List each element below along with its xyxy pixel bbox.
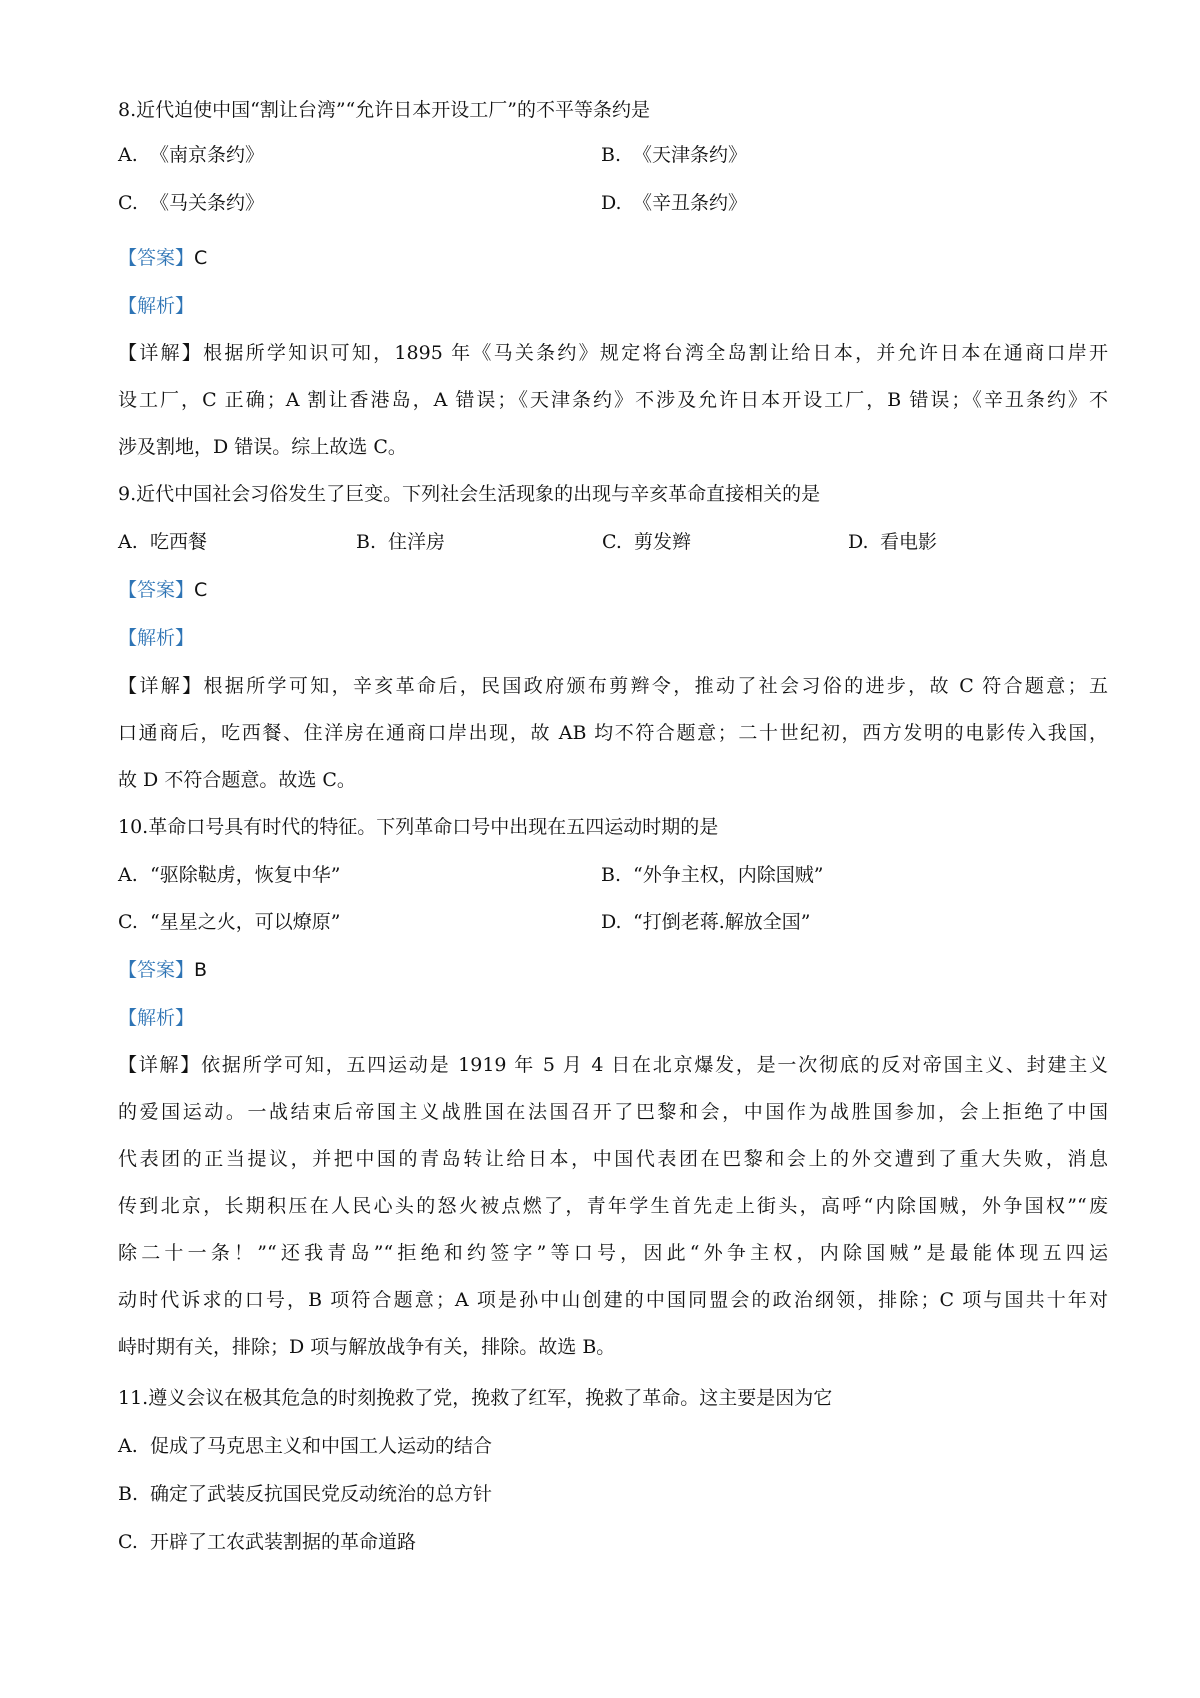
question-9-option-a[interactable] [118,529,207,555]
question-8-detail [118,330,1108,471]
option-letter: C. [602,531,622,553]
question-8-stem: 8.近代迫使中国“割让台湾”“允许日本开设工厂”的不平等条约是 [118,99,650,121]
option-text: 《辛丑条约》 [633,192,748,214]
question-8-answer [118,245,1108,271]
question-10-option-b[interactable] [601,862,823,888]
question-10-stem: 10.革命口号具有时代的特征。下列革命口号中出现在五四运动时期的是 [118,816,719,838]
option-letter: D. [601,911,622,933]
answer-value: C [194,579,208,601]
question-8-option-a[interactable] [118,142,264,168]
option-text: 吃西餐 [150,531,208,553]
option-letter: D. [601,192,622,214]
option-text: 《南京条约》 [150,144,265,166]
question-10-option-a[interactable] [118,862,340,888]
option-letter: B. [118,1483,139,1505]
question-9-option-b[interactable] [356,529,445,555]
option-letter: A. [118,1435,138,1457]
question-11-stem: 11.遵义会议在极其危急的时刻挽救了党，挽救了红军，挽救了革命。这主要是因为它 [118,1387,833,1409]
option-letter: C. [118,1531,138,1553]
question-11-option-c[interactable] [118,1529,416,1555]
option-text: “打倒老蒋.解放全国” [633,911,811,933]
question-11-option-a[interactable] [118,1433,492,1459]
question-9-option-d[interactable] [848,529,937,555]
option-letter: A. [118,864,138,886]
question-9-option-c[interactable] [602,529,691,555]
answer-label: 【答案】 [118,959,195,981]
detail-line: 代表团的正当提议，并把中国的青岛转让给日本，中国代表团在巴黎和会上的外交遭到了重大失败，消息 [118,1148,1108,1170]
option-text: 剪发辫 [634,531,692,553]
answer-value: C [194,247,208,269]
analysis-label: 【解析】 [118,627,195,649]
detail-line: 的爱国运动。一战结束后帝国主义战胜国在法国召开了巴黎和会，中国作为战胜国参加，会上拒绝了中国 [118,1101,1108,1123]
option-letter: B. [601,864,622,886]
answer-label: 【答案】 [118,579,195,601]
option-text: 《马关条约》 [150,192,265,214]
option-text: “外争主权，内除国贼” [633,864,824,886]
option-letter: C. [118,911,138,933]
detail-line: 【详解】依据所学可知，五四运动是 1919 年 5 月 4 日在北京爆发，是一次彻底的反对帝国主义、封建主义 [118,1054,1108,1076]
analysis-label: 【解析】 [118,1007,195,1029]
detail-label: 【详解】 [118,675,204,697]
detail-line: 除二十一条！”“还我青岛”“拒绝和约签字”等口号，因此“外争主权，内除国贼”是最能体现五四运 [118,1242,1108,1264]
question-10-analysis-heading [118,1005,1108,1031]
analysis-label: 【解析】 [118,295,195,317]
option-text: 确定了武装反抗国民党反动统治的总方针 [150,1483,493,1505]
question-10-option-c[interactable] [118,909,340,935]
detail-line: 【详解】根据所学知识可知，1895 年《马关条约》规定将台湾全岛割让给日本，并允许日本在通商口岸开 [118,342,1108,364]
detail-label: 【详解】 [118,342,204,364]
question-10-detail [118,1042,1108,1371]
detail-line: 故 D 不符合题意。故选 C。 [118,769,356,791]
question-9-stem: 9.近代中国社会习俗发生了巨变。下列社会生活现象的出现与辛亥革命直接相关的是 [118,483,821,505]
detail-line: 口通商后，吃西餐、住洋房在通商口岸出现，故 AB 均不符合题意；二十世纪初，西方发明的电影传入我国， [118,722,1108,744]
option-letter: D. [848,531,869,553]
detail-label: 【详解】 [118,1054,202,1076]
option-letter: B. [356,531,377,553]
option-text: 《天津条约》 [633,144,748,166]
question-9-answer [118,577,1108,603]
answer-value: B [194,959,208,981]
option-letter: C. [118,192,138,214]
option-letter: A. [118,144,138,166]
detail-line: 涉及割地，D 错误。综上故选 C。 [118,436,407,458]
detail-line: 传到北京，长期积压在人民心头的怒火被点燃了，青年学生首先走上街头，高呼“内除国贼，外争国权”“废 [118,1195,1108,1217]
question-11-option-b[interactable] [118,1481,492,1507]
option-letter: A. [118,531,138,553]
question-8-option-b[interactable] [601,142,747,168]
option-text: 开辟了工农武装割据的革命道路 [150,1531,417,1553]
detail-line: 峙时期有关，排除；D 项与解放战争有关，排除。故选 B。 [118,1336,616,1358]
question-9-detail [118,663,1108,804]
option-text: “星星之火，可以燎原” [150,911,341,933]
detail-line: 动时代诉求的口号，B 项符合题意；A 项是孙中山创建的中国同盟会的政治纲领，排除；C 项与国共十年对 [118,1289,1108,1311]
detail-line: 设工厂，C 正确；A 割让香港岛，A 错误；《天津条约》不涉及允许日本开设工厂，B 错误；《辛丑条约》不 [118,389,1108,411]
option-text: 促成了马克思主义和中国工人运动的结合 [150,1435,493,1457]
question-8-option-d[interactable] [601,190,747,216]
option-letter: B. [601,144,622,166]
answer-label: 【答案】 [118,247,195,269]
detail-line: 【详解】根据所学可知，辛亥革命后，民国政府颁布剪辫令，推动了社会习俗的进步，故 C 符合题意；五 [118,675,1108,697]
option-text: 住洋房 [388,531,446,553]
option-text: “驱除鞑虏，恢复中华” [150,864,341,886]
question-8-option-c[interactable] [118,190,264,216]
question-10-answer [118,957,1108,983]
question-8-analysis-heading [118,293,1108,319]
question-9-analysis-heading [118,625,1108,651]
option-text: 看电影 [880,531,938,553]
question-10-option-d[interactable] [601,909,810,935]
